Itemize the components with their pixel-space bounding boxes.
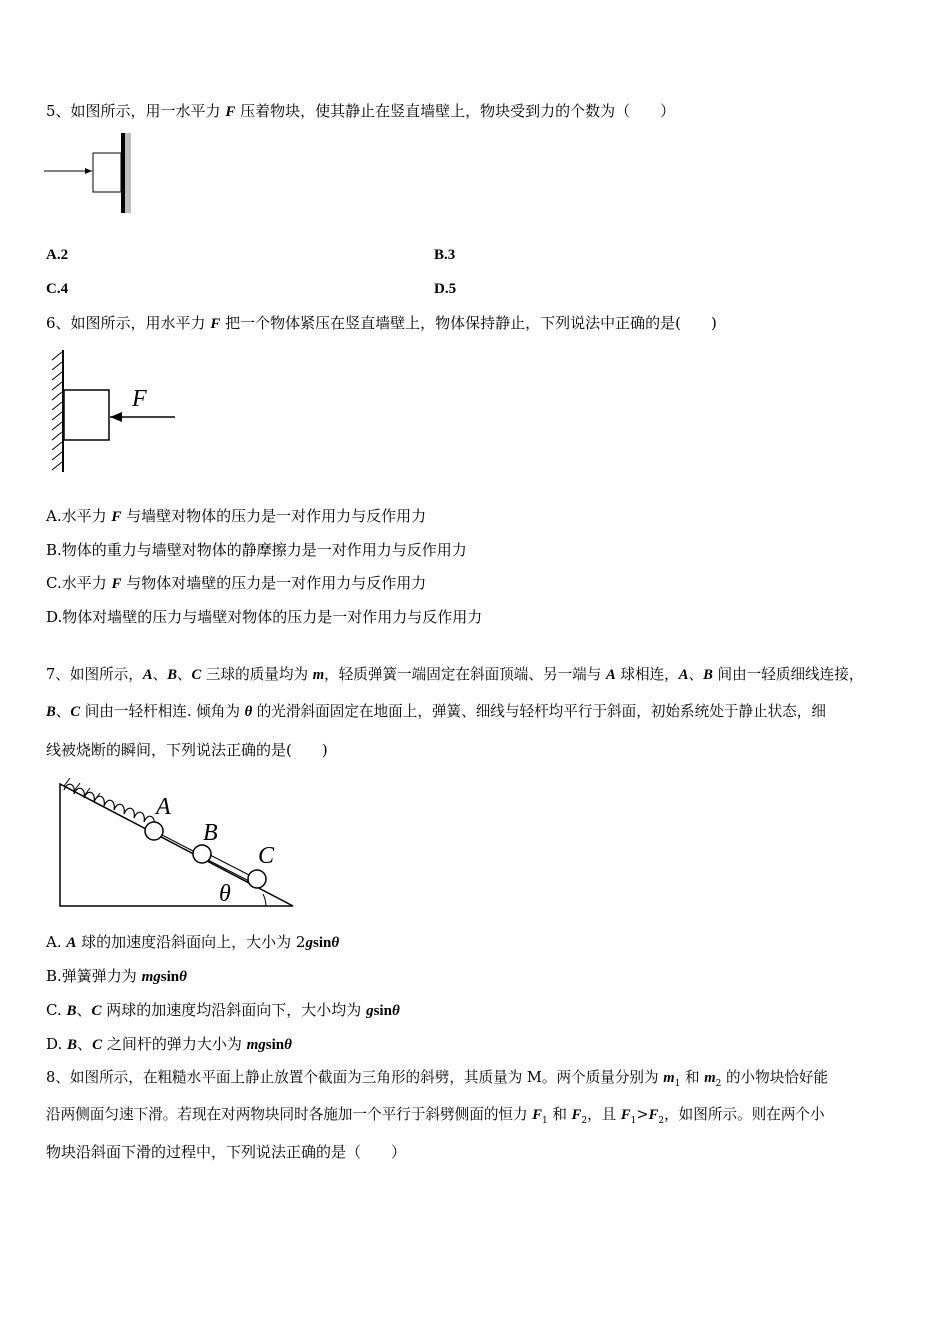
q5-option-c: C.4 xyxy=(46,281,69,297)
ball-a xyxy=(145,822,163,840)
q8-stem-line3: 物块沿斜面下滑的过程中，下列说法正确的是（ ） xyxy=(46,1143,407,1161)
q7-stem-line2: B、C 间由一轻杆相连. 倾角为 θ 的光滑斜面固定在地面上，弹簧、细线与轻杆均平行于斜面，初始系统处于静止状态，细 xyxy=(46,703,826,720)
q5-figure xyxy=(44,130,144,220)
q6-option-c: C.水平力 F 与物体对墙壁的压力是一对作用力与反作用力 xyxy=(46,574,427,592)
q7-option-d: D. B、C 之间杆的弹力大小为 mgsinθ xyxy=(46,1035,292,1053)
q5-option-b: B.3 xyxy=(434,247,456,263)
q6-stem: 6、如图所示，用水平力 F 把一个物体紧压在竖直墙壁上，物体保持静止，下列说法中正确的是( ) xyxy=(46,314,717,332)
q6-option-d: D.物体对墙壁的压力与墙壁对物体的压力是一对作用力与反作用力 xyxy=(46,608,483,626)
q6-force-label: F xyxy=(132,386,147,412)
q5-option-d: D.5 xyxy=(434,281,457,297)
svg-text:C: C xyxy=(258,843,275,869)
q7-option-b: B.弹簧弹力为 mgsinθ xyxy=(46,967,187,985)
svg-text:B: B xyxy=(203,820,218,846)
q5-option-a: A.2 xyxy=(46,247,69,263)
q7-option-a: A. A 球的加速度沿斜面向上，大小为 2gsinθ xyxy=(46,933,340,951)
ball-c xyxy=(248,870,266,888)
q8-stem-line2: 沿两侧面匀速下滑。若现在对两物块同时各施加一个平行于斜劈侧面的恒力 $F_1$ 和 $F_2$，且 $F_1>F_2$，如图所示。则在两个小 xyxy=(46,1106,825,1126)
q7-stem-line1: 7、如图所示，A、B、C 三球的质量均为 m，轻质弹簧一端固定在斜面顶端、另一端与 A 球相连，A、B 间由一轻质细线连接， xyxy=(46,666,864,683)
svg-text:A: A xyxy=(156,794,171,820)
q7-figure xyxy=(56,776,306,911)
svg-text:θ: θ xyxy=(219,881,231,907)
q5-stem: 5、如图所示，用一水平力 F 压着物块，使其静止在竖直墙壁上，物块受到力的个数为（ ） xyxy=(46,102,676,120)
q6-option-a: A.水平力 F 与墙壁对物体的压力是一对作用力与反作用力 xyxy=(46,507,427,525)
q7-stem-line3: 线被烧断的瞬间，下列说法正确的是( ) xyxy=(46,741,328,759)
q7-option-c: C. B、C 两球的加速度均沿斜面向下，大小均为 gsinθ xyxy=(46,1001,400,1019)
q6-option-b: B.物体的重力与墙壁对物体的静摩擦力是一对作用力与反作用力 xyxy=(46,541,467,559)
q6-figure xyxy=(48,350,188,480)
q8-stem-line1: 8、如图所示，在粗糙水平面上静止放置个截面为三角形的斜劈，其质量为 M。两个质量分别为 $m_1$ 和 $m_2$ 的小物块恰好能 xyxy=(46,1069,829,1089)
